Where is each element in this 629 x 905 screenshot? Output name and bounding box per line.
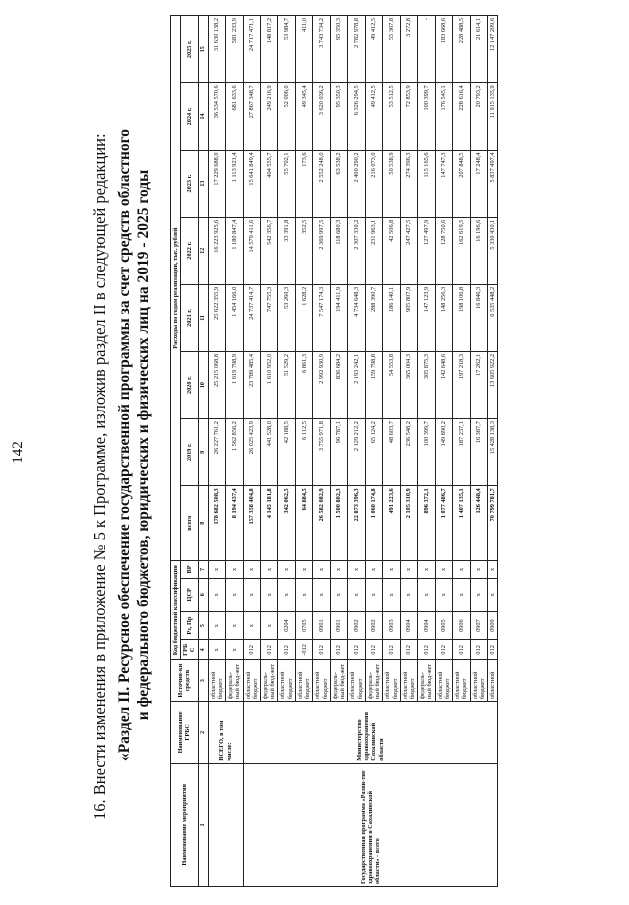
year-value-cell: 1 610 952,0 xyxy=(261,351,278,418)
year-value-cell: 51 529,2 xyxy=(278,351,295,418)
vr-cell: x xyxy=(208,561,225,579)
year-value-cell: 747 755,3 xyxy=(261,284,278,351)
source-cell: федераль-ный бюд-жет xyxy=(418,660,435,702)
total-value-cell: 491 223,6 xyxy=(383,486,400,561)
year-value-cell: 25 215 068,8 xyxy=(208,351,225,418)
year-value-cell: 1 562 856,2 xyxy=(226,419,243,486)
year-value-cell: 14 579 411,6 xyxy=(243,217,260,284)
year-value-cell: 5 330 430,1 xyxy=(488,217,498,284)
header-csr: ЦСР xyxy=(181,578,198,611)
table-row xyxy=(243,16,260,887)
total-value-cell: 64 884,5 xyxy=(295,486,312,561)
table-row xyxy=(208,16,225,887)
year-value-cell: 6 535 448,2 xyxy=(488,284,498,351)
table-body xyxy=(198,16,498,887)
resource-table-wrap xyxy=(170,15,498,887)
vr-cell: x xyxy=(330,561,347,579)
vr-cell: x xyxy=(278,561,295,579)
vr-cell: x xyxy=(383,561,400,579)
section-title-line1: «Раздел II. Ресурсное обеспечение государственной программы за счет средств областного xyxy=(116,128,133,762)
year-value-cell: 365 004,3 xyxy=(400,351,417,418)
year-value-cell: 197 218,3 xyxy=(453,351,470,418)
total-value-cell: 26 582 082,9 xyxy=(313,486,330,561)
rz-pr-cell: 0902 xyxy=(365,611,382,640)
rz-pr-cell: x xyxy=(261,611,278,640)
year-value-cell: 3 272,8 xyxy=(400,16,417,83)
year-value-cell: 6 326 294,5 xyxy=(348,83,365,150)
year-value-cell: 53 512,5 xyxy=(383,83,400,150)
vr-cell: x xyxy=(453,561,470,579)
column-index-cell: 1 xyxy=(198,763,208,886)
year-value-cell: 72 853,9 xyxy=(400,83,417,150)
grbs-code-cell: 012 xyxy=(278,640,295,660)
year-value-cell: 127 497,9 xyxy=(418,217,435,284)
year-value-cell: 176 545,1 xyxy=(435,83,452,150)
csr-cell: x xyxy=(208,578,225,611)
year-value-cell: 31 630 138,2 xyxy=(208,16,225,83)
total-value-cell: 8 194 437,4 xyxy=(226,486,243,561)
year-value-cell: 207 848,5 xyxy=(453,150,470,217)
grbs-code-cell: 012 xyxy=(400,640,417,660)
year-value-cell: 21 614,1 xyxy=(470,16,487,83)
year-value-cell: 3 620 036,2 xyxy=(313,83,330,150)
year-value-cell: 48 603,7 xyxy=(383,419,400,486)
csr-cell: x xyxy=(435,578,452,611)
vr-cell: x xyxy=(261,561,278,579)
year-value-cell: 2 193 242,1 xyxy=(348,351,365,418)
total-value-cell: 342 062,5 xyxy=(278,486,295,561)
grbs-code-cell: x xyxy=(208,640,225,660)
grbs-code-cell: -012 xyxy=(295,640,312,660)
grbs-code-cell: 012 xyxy=(243,640,260,660)
csr-cell: x xyxy=(313,578,330,611)
source-cell: областной бюджет xyxy=(435,660,452,702)
vr-cell: x xyxy=(313,561,330,579)
resource-table xyxy=(170,15,498,887)
source-cell: областной бюджет xyxy=(470,660,487,702)
year-value-cell: 16 846,3 xyxy=(470,284,487,351)
csr-cell: x xyxy=(330,578,347,611)
year-value-cell: 905 807,9 xyxy=(400,284,417,351)
year-value-cell: 236 548,2 xyxy=(400,419,417,486)
year-value-cell: 6 861,3 xyxy=(295,351,312,418)
year-value-cell: 17 262,1 xyxy=(470,351,487,418)
header-total: всего xyxy=(181,486,198,561)
intro-text: 16. Внести изменения в приложение № 5 к Программе, изложив раздел II в следующей редакции: xyxy=(90,133,109,820)
year-value-cell: 53 260,3 xyxy=(278,284,295,351)
year-value-cell: 404 555,7 xyxy=(261,150,278,217)
event-name-cell xyxy=(208,763,243,886)
year-value-cell: 17 229 688,0 xyxy=(208,150,225,217)
year-value-cell: 2 552 248,0 xyxy=(313,150,330,217)
column-index-cell: 12 xyxy=(198,217,208,284)
year-value-cell: 142 648,6 xyxy=(435,351,452,418)
year-value-cell: 33 391,8 xyxy=(278,217,295,284)
header-year: 2019 г. xyxy=(181,419,198,486)
year-value-cell: 118 680,3 xyxy=(330,217,347,284)
year-value-cell: 49 412,5 xyxy=(365,16,382,83)
header-vr: ВР xyxy=(181,561,198,579)
year-value-cell: 13 605 922,2 xyxy=(488,351,498,418)
year-value-cell: 2 992 930,9 xyxy=(313,351,330,418)
year-value-cell: 52 006,0 xyxy=(278,83,295,150)
year-value-cell: 305 875,3 xyxy=(418,351,435,418)
column-index-cell: 5 xyxy=(198,611,208,640)
year-value-cell: 581 233,9 xyxy=(226,16,243,83)
year-value-cell: 16 223 925,6 xyxy=(208,217,225,284)
total-value-cell: 2 105 310,9 xyxy=(400,486,417,561)
year-value-cell: 186 140,1 xyxy=(383,284,400,351)
column-index-cell: 7 xyxy=(198,561,208,579)
source-cell: областной бюджет xyxy=(295,660,312,702)
year-value-cell: 42 506,8 xyxy=(383,217,400,284)
year-value-cell: 4 734 648,3 xyxy=(348,284,365,351)
vr-cell: x xyxy=(488,561,498,579)
year-value-cell: 411,0 xyxy=(295,16,312,83)
year-value-cell: 249 216,9 xyxy=(261,83,278,150)
rz-pr-cell: 0904 xyxy=(400,611,417,640)
year-value-cell: 352,5 xyxy=(295,217,312,284)
year-value-cell: 1 113 921,4 xyxy=(226,150,243,217)
year-value-cell: 3 755 971,8 xyxy=(313,419,330,486)
year-value-cell: 2 400 290,2 xyxy=(348,150,365,217)
year-value-cell: 441 528,0 xyxy=(261,419,278,486)
csr-cell: x xyxy=(365,578,382,611)
vr-cell: x xyxy=(226,561,243,579)
year-value-cell: 100 399,7 xyxy=(418,419,435,486)
year-value-cell: 149 890,2 xyxy=(435,419,452,486)
year-value-cell: 681 633,6 xyxy=(226,83,243,150)
source-cell: областной бюджет xyxy=(348,660,365,702)
rz-pr-cell: 0904 xyxy=(418,611,435,640)
source-cell: федераль-ный бюд-жет xyxy=(365,660,382,702)
year-value-cell: 12 147 209,6 xyxy=(488,16,498,83)
year-value-cell: 63 538,2 xyxy=(330,150,347,217)
grbs-code-cell: 012 xyxy=(383,640,400,660)
vr-cell: x xyxy=(295,561,312,579)
csr-cell: x xyxy=(383,578,400,611)
header-year: 2025 г. xyxy=(181,16,198,83)
year-value-cell: 187 237,1 xyxy=(453,419,470,486)
source-cell: областной бюджет xyxy=(453,660,470,702)
total-value-cell: 1 077 486,7 xyxy=(435,486,452,561)
rz-pr-cell: 0903 xyxy=(383,611,400,640)
year-value-cell: 836 684,2 xyxy=(330,351,347,418)
year-value-cell: 7 547 174,3 xyxy=(313,284,330,351)
header-year: 2023 г. xyxy=(181,150,198,217)
year-value-cell: 50 538,9 xyxy=(383,150,400,217)
vr-cell: x xyxy=(470,561,487,579)
year-value-cell: 36 534 570,6 xyxy=(208,83,225,150)
year-value-cell: 1 454 166,0 xyxy=(226,284,243,351)
year-value-cell: 54 553,8 xyxy=(383,351,400,418)
column-index-cell: 8 xyxy=(198,486,208,561)
grbs-name-cell: Министерство здравоохранения Сахалинской области xyxy=(243,702,498,764)
column-index-cell: 6 xyxy=(198,578,208,611)
year-value-cell: 49 345,4 xyxy=(295,83,312,150)
column-index-cell: 10 xyxy=(198,351,208,418)
year-value-cell: 20 793,2 xyxy=(470,83,487,150)
header-expenses-group: Расходы по годам реализации, тыс. рублей xyxy=(171,16,181,561)
year-value-cell: 148 817,2 xyxy=(261,16,278,83)
rz-pr-cell: 0901 xyxy=(330,611,347,640)
csr-cell: x xyxy=(418,578,435,611)
total-value-cell: 1 500 802,3 xyxy=(330,486,347,561)
year-value-cell: 2 369 997,5 xyxy=(313,217,330,284)
csr-cell: x xyxy=(261,578,278,611)
year-value-cell: 194 411,9 xyxy=(330,284,347,351)
grbs-code-cell: 012 xyxy=(348,640,365,660)
header-source: Источни-ки средств xyxy=(171,660,199,702)
year-value-cell: 11 915 135,9 xyxy=(488,83,498,150)
year-value-cell: 159 798,8 xyxy=(365,351,382,418)
vr-cell: x xyxy=(365,561,382,579)
header-year: 2024 г. xyxy=(181,83,198,150)
rz-pr-cell: 0204 xyxy=(278,611,295,640)
total-value-cell: 70 799 781,7 xyxy=(488,486,498,561)
section-title xyxy=(115,45,154,845)
year-value-cell: 65 124,2 xyxy=(365,419,382,486)
total-value-cell: 896 372,1 xyxy=(418,486,435,561)
year-value-cell: 128 750,6 xyxy=(435,217,452,284)
year-value-cell: 26 025 423,9 xyxy=(243,419,260,486)
grbs-code-cell: 012 xyxy=(313,640,330,660)
year-value-cell: 95 350,3 xyxy=(330,16,347,83)
section-title-line2: и федерального бюджетов, юридических и физических лиц на 2019 - 2025 годы xyxy=(135,169,153,721)
year-value-cell: 23 789 485,4 xyxy=(243,351,260,418)
year-value-cell: 1 180 847,4 xyxy=(226,217,243,284)
year-value-cell: 24 737 414,7 xyxy=(243,284,260,351)
csr-cell: x xyxy=(295,578,312,611)
year-value-cell: 247 427,5 xyxy=(400,217,417,284)
total-value-cell: 1 407 135,1 xyxy=(453,486,470,561)
page-number: 142 xyxy=(10,441,26,464)
grbs-code-cell: x xyxy=(226,640,243,660)
header-grbs: Наименование ГРБС xyxy=(171,702,199,764)
total-value-cell: 178 682 508,3 xyxy=(208,486,225,561)
source-cell: областной бюджет xyxy=(313,660,330,702)
rz-pr-cell: x xyxy=(226,611,243,640)
year-value-cell: 27 867 348,7 xyxy=(243,83,260,150)
year-value-cell: 6 112,5 xyxy=(295,419,312,486)
vr-cell: x xyxy=(435,561,452,579)
source-cell: федераль-ный бюд-жет xyxy=(261,660,278,702)
column-index-cell: 3 xyxy=(198,660,208,702)
year-value-cell: 95 350,3 xyxy=(330,83,347,150)
year-value-cell: 25 622 355,9 xyxy=(208,284,225,351)
year-value-cell: 148 256,3 xyxy=(435,284,452,351)
year-value-cell: 55 702,1 xyxy=(278,150,295,217)
total-value-cell: 157 358 404,8 xyxy=(243,486,260,561)
total-value-cell: 4 145 181,8 xyxy=(261,486,278,561)
column-index-cell: 4 xyxy=(198,640,208,660)
source-cell: областной бюджет xyxy=(208,660,225,702)
rz-pr-cell: 0901 xyxy=(313,611,330,640)
grbs-name-cell: ВСЕГО, в том числе: xyxy=(208,702,243,764)
column-index-cell: 15 xyxy=(198,16,208,83)
grbs-code-cell: 012 xyxy=(418,640,435,660)
source-cell: областной бюджет xyxy=(383,660,400,702)
year-value-cell: 2 307 330,2 xyxy=(348,217,365,284)
year-value-cell: 96 787,1 xyxy=(330,419,347,486)
column-index-cell: 11 xyxy=(198,284,208,351)
year-value-cell: 216 073,0 xyxy=(365,150,382,217)
grbs-code-cell: 012 xyxy=(470,640,487,660)
grbs-code-cell: 012 xyxy=(488,640,498,660)
column-index-cell: 2 xyxy=(198,702,208,764)
column-index-row xyxy=(198,16,208,887)
year-value-cell: 53 984,7 xyxy=(278,16,295,83)
year-value-cell: 198 106,8 xyxy=(453,284,470,351)
grbs-code-cell: 012 xyxy=(365,640,382,660)
grbs-code-cell: 012 xyxy=(453,640,470,660)
vr-cell: x xyxy=(400,561,417,579)
year-value-cell: 3 743 734,2 xyxy=(313,16,330,83)
rz-pr-cell: 0909 xyxy=(488,611,498,640)
rz-pr-cell: 0705 xyxy=(295,611,312,640)
year-value-cell: 228 488,5 xyxy=(453,16,470,83)
source-cell: федераль-ный бюд-жет xyxy=(226,660,243,702)
year-value-cell: 147 123,9 xyxy=(418,284,435,351)
header-year: 2022 г. xyxy=(181,217,198,284)
header-year: 2021 г. xyxy=(181,284,198,351)
year-value-cell: 228 616,4 xyxy=(453,83,470,150)
vr-cell: x xyxy=(418,561,435,579)
year-value-cell: 542 356,7 xyxy=(261,217,278,284)
rz-pr-cell: x xyxy=(243,611,260,640)
rz-pr-cell: 0907 xyxy=(470,611,487,640)
csr-cell: x xyxy=(488,578,498,611)
csr-cell: x xyxy=(348,578,365,611)
year-value-cell: 55 367,8 xyxy=(383,16,400,83)
header-year: 2020 г. xyxy=(181,351,198,418)
column-index-cell: 9 xyxy=(198,419,208,486)
header-code-group: Код бюджетной классификации xyxy=(171,561,181,660)
year-value-cell: 26 227 761,2 xyxy=(208,419,225,486)
vr-cell: x xyxy=(243,561,260,579)
csr-cell: x xyxy=(453,578,470,611)
year-value-cell: 183 668,6 xyxy=(435,16,452,83)
year-value-cell: 16 387,7 xyxy=(470,419,487,486)
vr-cell: x xyxy=(348,561,365,579)
year-value-cell: 49 412,5 xyxy=(365,83,382,150)
year-value-cell: 173,6 xyxy=(295,150,312,217)
year-value-cell: 115 165,6 xyxy=(418,150,435,217)
event-name-cell: Государственная программа «Разви-тие здравоохранения в Сахалинской области» - всего xyxy=(243,763,498,886)
source-cell: областной xyxy=(488,660,498,702)
rz-pr-cell: 0905 xyxy=(435,611,452,640)
rz-pr-cell: 0902 xyxy=(348,611,365,640)
source-cell: областной бюджет xyxy=(400,660,417,702)
year-value-cell: 16 196,6 xyxy=(470,217,487,284)
year-value-cell: 147 747,3 xyxy=(435,150,452,217)
column-index-cell: 14 xyxy=(198,83,208,150)
year-value-cell: 1 619 798,9 xyxy=(226,351,243,418)
year-value-cell: 162 619,5 xyxy=(453,217,470,284)
csr-cell: x xyxy=(278,578,295,611)
source-cell: областной бюджет xyxy=(278,660,295,702)
year-value-cell: 1 628,2 xyxy=(295,284,312,351)
total-value-cell: 1 060 174,8 xyxy=(365,486,382,561)
grbs-code-cell: 012 xyxy=(330,640,347,660)
csr-cell: x xyxy=(243,578,260,611)
rz-pr-cell: 0906 xyxy=(453,611,470,640)
source-cell: федераль-ный бюд-жет xyxy=(330,660,347,702)
grbs-code-cell: 012 xyxy=(261,640,278,660)
csr-cell: x xyxy=(226,578,243,611)
year-value-cell: 15 641 849,4 xyxy=(243,150,260,217)
column-index-cell: 13 xyxy=(198,150,208,217)
total-value-cell: 126 448,4 xyxy=(470,486,487,561)
rz-pr-cell: x xyxy=(208,611,225,640)
header-grbs-code: ГРБ С xyxy=(181,640,198,660)
year-value-cell: 100 399,7 xyxy=(418,83,435,150)
csr-cell: x xyxy=(400,578,417,611)
header-rz: Рз, Пр xyxy=(181,611,198,640)
year-value-cell: 274 396,3 xyxy=(400,150,417,217)
year-value-cell: 5 837 497,4 xyxy=(488,150,498,217)
year-value-cell: 288 390,7 xyxy=(365,284,382,351)
year-value-cell: 24 717 471,1 xyxy=(243,16,260,83)
header-event: Наименование мероприятия xyxy=(171,763,199,886)
year-value-cell: 15 428 138,3 xyxy=(488,419,498,486)
grbs-code-cell: 012 xyxy=(435,640,452,660)
year-value-cell: 2 129 212,2 xyxy=(348,419,365,486)
source-cell: областной бюджет xyxy=(243,660,260,702)
year-value-cell: 42 188,5 xyxy=(278,419,295,486)
year-value-cell: 17 248,4 xyxy=(470,150,487,217)
year-value-cell: 231 963,1 xyxy=(365,217,382,284)
csr-cell: x xyxy=(470,578,487,611)
total-value-cell: 22 873 396,3 xyxy=(348,486,365,561)
year-value-cell: - xyxy=(418,16,435,83)
year-value-cell: 2 782 978,8 xyxy=(348,16,365,83)
